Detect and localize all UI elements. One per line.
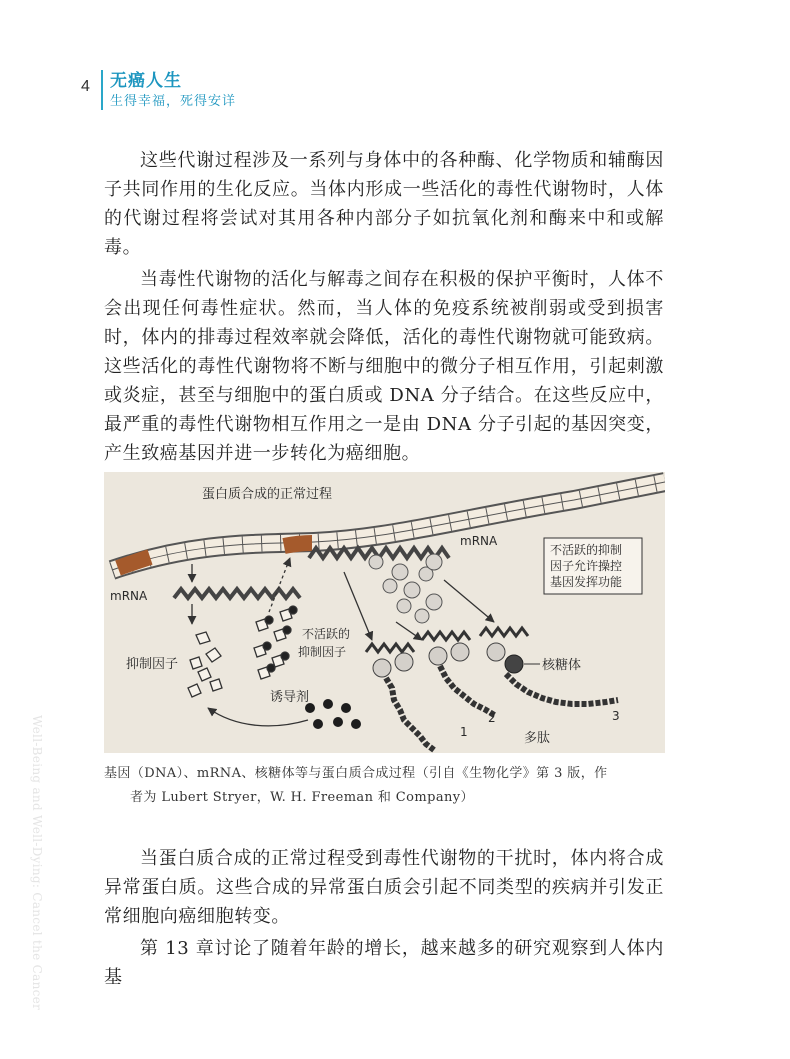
chain-number-3: 3: [612, 709, 620, 723]
running-header-title: 无癌人生: [110, 71, 182, 91]
inactive-repressor-label-1: 不活跃的: [302, 627, 351, 641]
figure-caption: [104, 762, 669, 810]
paragraph: 这些代谢过程涉及一系列与身体中的各种酶、化学物质和辅酶因子共同作用的生化反应。当体内形成一些活化的毒性代谢物时，人体的代谢过程将尝试对其用各种内部分子如抗氧化剂和酶来中和或解毒。: [104, 150, 664, 258]
caption-line-2: 者为 Lubert Stryer，W. H. Freeman 和 Company）: [130, 790, 474, 805]
repressor-blocks: [188, 632, 222, 697]
repressor-label: 抑制因子: [126, 657, 179, 672]
figure-title-label: 蛋白质合成的正常过程: [202, 487, 333, 502]
inducer-label: 诱导剂: [270, 690, 310, 705]
body-text-bottom: [104, 844, 664, 995]
paragraph: 当毒性代谢物的活化与解毒之间存在积极的保护平衡时，人体不会出现任何毒性症状。然而，当人体的免疫系统被削弱或受到损害时，体内的排毒过程效率就会降低，活化的毒性代谢物就可能致病。这些活化的毒性代谢物将不断与细胞中的微分子相互作用，引起刺激或炎症，甚至与细胞中的蛋白质或 DNA 分子结合。在这些反应中，最严重的毒性代谢物相互作用之一是由 DNA 分子引起的基因突变，产生致癌基因并进一步转化为癌细胞。: [104, 269, 664, 464]
ribosome-complexes: [366, 628, 528, 677]
mrna-top-label: mRNA: [460, 534, 498, 548]
header-divider: [101, 70, 103, 110]
inactive-repressors: [254, 606, 297, 679]
info-box-line-2: 因子允许操控: [550, 559, 623, 573]
ribosome-label: 核糖体: [542, 658, 582, 673]
running-header-subtitle: 生得幸福，死得安详: [110, 94, 237, 109]
body-text-top: [104, 146, 664, 471]
paragraph: 第 13 章讨论了随着年龄的增长，越来越多的研究观察到人体内基: [104, 938, 664, 988]
info-box-line-1: 不活跃的抑制: [550, 543, 623, 557]
info-box-line-3: 基因发挥功能: [550, 575, 623, 589]
paragraph: 当蛋白质合成的正常过程受到毒性代谢物的干扰时，体内将合成异常蛋白质。这些合成的异常蛋白质会引起不同类型的疾病并引发正常细胞向癌细胞转变。: [104, 848, 664, 927]
polypeptide-label: 多肽: [524, 731, 551, 746]
inactive-repressor-label-2: 抑制因子: [298, 645, 347, 659]
protein-synthesis-figure: [104, 472, 665, 753]
caption-line-1: 基因（DNA）、mRNA、核糖体等与蛋白质合成过程（引自《生物化学》第 3 版，作: [104, 766, 608, 781]
mrna-left-label: mRNA: [110, 589, 148, 603]
chain-number-1: 1: [460, 725, 468, 739]
chain-number-2: 2: [488, 711, 496, 725]
polypeptide-chains: [386, 666, 618, 750]
inducer-dots: [305, 699, 361, 729]
side-watermark-text: Well-Being and Well-Dying: Cancel the Cancer: [30, 715, 44, 1011]
mrna-left: [174, 589, 300, 598]
ribosome-subunits: [369, 554, 442, 623]
page-number: 4: [81, 78, 90, 95]
figure-illustration: [104, 472, 665, 753]
